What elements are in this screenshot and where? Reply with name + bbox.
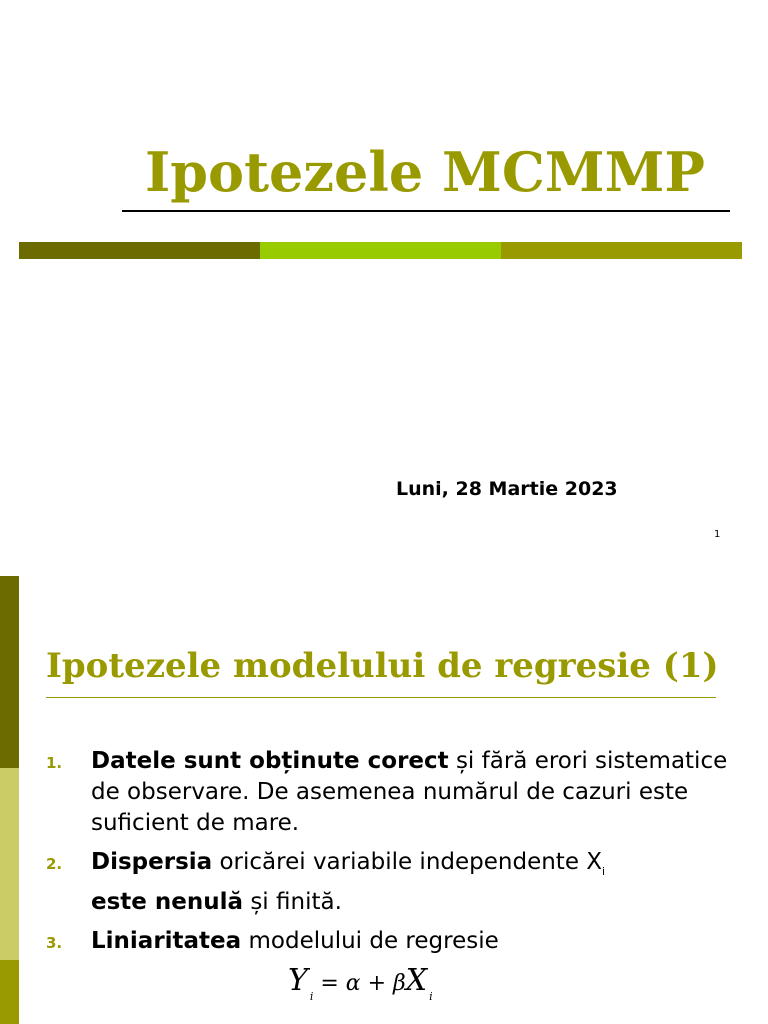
list-item (46, 926, 736, 957)
page-number: 1 (714, 529, 721, 540)
hypotheses-list (46, 746, 736, 965)
item-bold-text-2: este nenulă (91, 889, 244, 915)
list-number: 3. (46, 934, 63, 952)
formula-equals: = (313, 971, 346, 996)
formula-y-subscript: i (309, 990, 314, 1003)
slide-title-heading: Ipotezele MCMMP (145, 140, 705, 204)
heading-underline (46, 697, 716, 698)
sidebar-segment-olive (0, 960, 19, 1024)
color-band-lime (260, 242, 501, 259)
list-item (46, 746, 736, 839)
item-bold-text: Liniaritatea (91, 928, 242, 954)
regression-formula (288, 963, 433, 1003)
formula-x-subscript: i (429, 990, 433, 1003)
formula-x: X (405, 963, 428, 998)
slide-hypotheses (0, 576, 768, 1024)
list-number: 1. (46, 754, 63, 772)
item-text: modelului de regresie (241, 928, 499, 954)
list-number: 2. (46, 855, 63, 873)
title-underline (122, 210, 730, 212)
item-subscript: i (602, 865, 606, 878)
slide-date: Luni, 28 Martie 2023 (396, 478, 618, 500)
sidebar-segment-light (0, 768, 19, 960)
formula-alpha: α (345, 971, 361, 996)
item-bold-text: Datele sunt obținute corect (91, 748, 449, 774)
color-band-dark (19, 242, 260, 259)
item-text: oricărei variabile independente X (212, 849, 603, 875)
item-bold-text: Dispersia (91, 849, 213, 875)
slide-heading: Ipotezele modelului de regresie (1) (46, 646, 719, 686)
item-text: și fără erori sistematice de observare. De asemenea numărul de cazuri este suficient de mare. (91, 748, 728, 836)
formula-plus: + (360, 971, 394, 996)
item-text-2: și finită. (243, 889, 342, 915)
sidebar-segment-dark (0, 576, 19, 768)
color-band-olive (501, 242, 742, 259)
formula-y: Y (288, 963, 308, 998)
formula-beta: β (393, 971, 406, 996)
list-item (46, 847, 736, 918)
